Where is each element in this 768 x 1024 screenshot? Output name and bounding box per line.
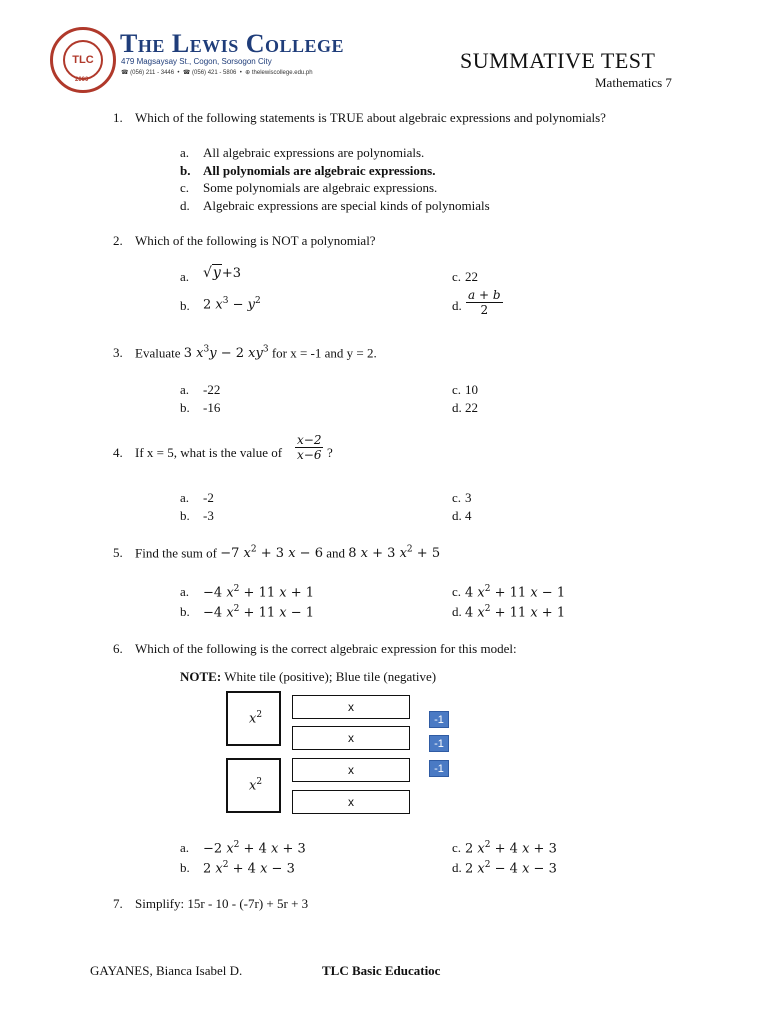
q6-option-c-letter: c.	[452, 840, 462, 855]
x-tile: x	[292, 726, 410, 750]
q4-option-d-letter: d.	[452, 508, 462, 523]
q1-option-b-letter: b.	[180, 163, 191, 178]
q3-option-d-letter: d.	[452, 400, 462, 415]
q1-option-d-letter: d.	[180, 198, 190, 213]
subject-label: Mathematics 7	[595, 75, 672, 90]
q4-option-a-text: -2	[203, 490, 214, 505]
logo-seal	[63, 40, 103, 80]
college-contacts: ☎ (056) 211 - 3446 • ☎ (056) 421 - 5806 • ⊕ thelewiscollege.edu.ph	[121, 70, 313, 76]
q4-option-b-text: -3	[203, 508, 214, 523]
q5-option-a-expression: −4 $x^2 + 11$ x + 1	[203, 584, 315, 601]
q5-option-b-expression: −4 $x^2 + 11$ x − 1	[203, 604, 315, 621]
q4-fraction: $\frac{x-2}{x-6}$	[297, 433, 322, 462]
q3-option-b-letter: b.	[180, 400, 190, 415]
q4-option-a-letter: a.	[180, 490, 190, 505]
question-3-number: 3.	[113, 345, 123, 360]
question-2-text: Which of the following is NOT a polynomial?	[135, 233, 376, 248]
question-7-text: Simplify: 15r - 10 - (-7r) + 5r + 3	[135, 896, 309, 911]
q3-option-c-text: 10	[465, 382, 478, 397]
question-1-text: Which of the following statements is TRUE about algebraic expressions and polynomials?	[135, 110, 606, 125]
q2-option-d-letter: d.	[452, 298, 462, 313]
negative-unit-tile: -1	[429, 760, 449, 777]
question-4-number: 4.	[113, 445, 123, 460]
q1-option-c-text: Some polynomials are algebraic expressions.	[203, 180, 438, 195]
q1-option-a-text: All algebraic expressions are polynomials.	[203, 145, 425, 160]
q2-option-a-letter: a.	[180, 269, 190, 284]
q1-option-c-letter: c.	[180, 180, 190, 195]
footer-author: GAYANES, Bianca Isabel D.	[90, 963, 243, 978]
question-4-text-after: ?	[327, 445, 333, 460]
q5-option-c-expression: 4 $x^2 + 11$ x − 1	[465, 584, 566, 601]
q3-option-a-letter: a.	[180, 382, 190, 397]
q2-option-c-letter: c.	[452, 269, 462, 284]
question-5-number: 5.	[113, 545, 123, 560]
logo-text: TLC	[72, 54, 94, 66]
q4-option-d-text: 4	[465, 508, 472, 523]
q4-option-b-letter: b.	[180, 508, 190, 523]
q2-option-b-expression: 2 $x^3 - y^2$	[203, 296, 261, 313]
q2-option-c-text: 22	[465, 269, 478, 284]
question-2-number: 2.	[113, 233, 123, 248]
q3-option-c-letter: c.	[452, 382, 462, 397]
question-1-number: 1.	[113, 110, 123, 125]
question-7-number: 7.	[113, 896, 123, 911]
q6-option-b-letter: b.	[180, 860, 190, 875]
phone-icon: ☎	[121, 70, 129, 76]
college-address: 479 Magsaysay St., Cogon, Sorsogon City	[121, 57, 272, 66]
q6-option-d-letter: d.	[452, 860, 462, 875]
q3-option-a-text: -22	[203, 382, 221, 397]
q1-option-b-text: All polynomials are algebraic expressions.	[203, 163, 436, 178]
q5-option-b-letter: b.	[180, 604, 190, 619]
q6-option-a-letter: a.	[180, 840, 190, 855]
question-4-text-before: If x = 5, what is the value of	[135, 445, 283, 460]
q6-note: NOTE: White tile (positive); Blue tile (negative)	[180, 669, 437, 684]
x-squared-tile: $x^2$	[226, 758, 281, 813]
q6-option-a-expression: −2 $x^2 + 4$ x + 3	[203, 840, 306, 857]
logo-year: 2000	[75, 77, 89, 83]
question-5-text: Find the sum of −7 $x^2 + 3$ x − 6 and 8 x + 3 $x^2 + 5$	[135, 545, 441, 562]
q5-option-d-letter: d.	[452, 604, 462, 619]
x-tile: x	[292, 790, 410, 814]
college-logo	[50, 27, 116, 93]
negative-unit-tile: -1	[429, 711, 449, 728]
college-name: The Lewis College	[120, 29, 345, 58]
q3-option-d-text: 22	[465, 400, 478, 415]
q2-option-b-letter: b.	[180, 298, 190, 313]
q6-option-d-expression: 2 $x^2 - 4$ x − 3	[465, 860, 557, 877]
footer-department: TLC Basic Educatioc	[322, 963, 441, 978]
q1-option-d-text: Algebraic expressions are special kinds of polynomials	[203, 198, 490, 213]
x-squared-tile: $x^2$	[226, 691, 281, 746]
q2-option-d-fraction: $\frac{a + b}{2}$	[468, 288, 501, 317]
q4-option-c-text: 3	[465, 490, 472, 505]
q6-option-c-expression: 2 $x^2 + 4$ x + 3	[465, 840, 557, 857]
q6-option-b-expression: 2 $x^2 + 4$ x − 3	[203, 860, 295, 877]
q5-option-c-letter: c.	[452, 584, 462, 599]
question-6-number: 6.	[113, 641, 123, 656]
x-tile: x	[292, 758, 410, 782]
phone-icon: ☎	[182, 70, 191, 76]
globe-icon: ⊕	[245, 70, 251, 76]
q4-option-c-letter: c.	[452, 490, 462, 505]
x-tile: x	[292, 695, 410, 719]
test-title: SUMMATIVE TEST	[460, 48, 656, 73]
negative-unit-tile: -1	[429, 735, 449, 752]
q2-option-a-expression: √y+3	[203, 265, 242, 281]
question-6-text: Which of the following is the correct algebraic expression for this model:	[135, 641, 517, 656]
q1-option-a-letter: a.	[180, 145, 190, 160]
question-3-text: Evaluate 3 $x^3y - 2$ $xy^3$ for x = -1 and y = 2.	[135, 345, 377, 362]
q5-option-d-expression: 4 $x^2 + 11$ x + 1	[465, 604, 566, 621]
q5-option-a-letter: a.	[180, 584, 190, 599]
q3-option-b-text: -16	[203, 400, 221, 415]
